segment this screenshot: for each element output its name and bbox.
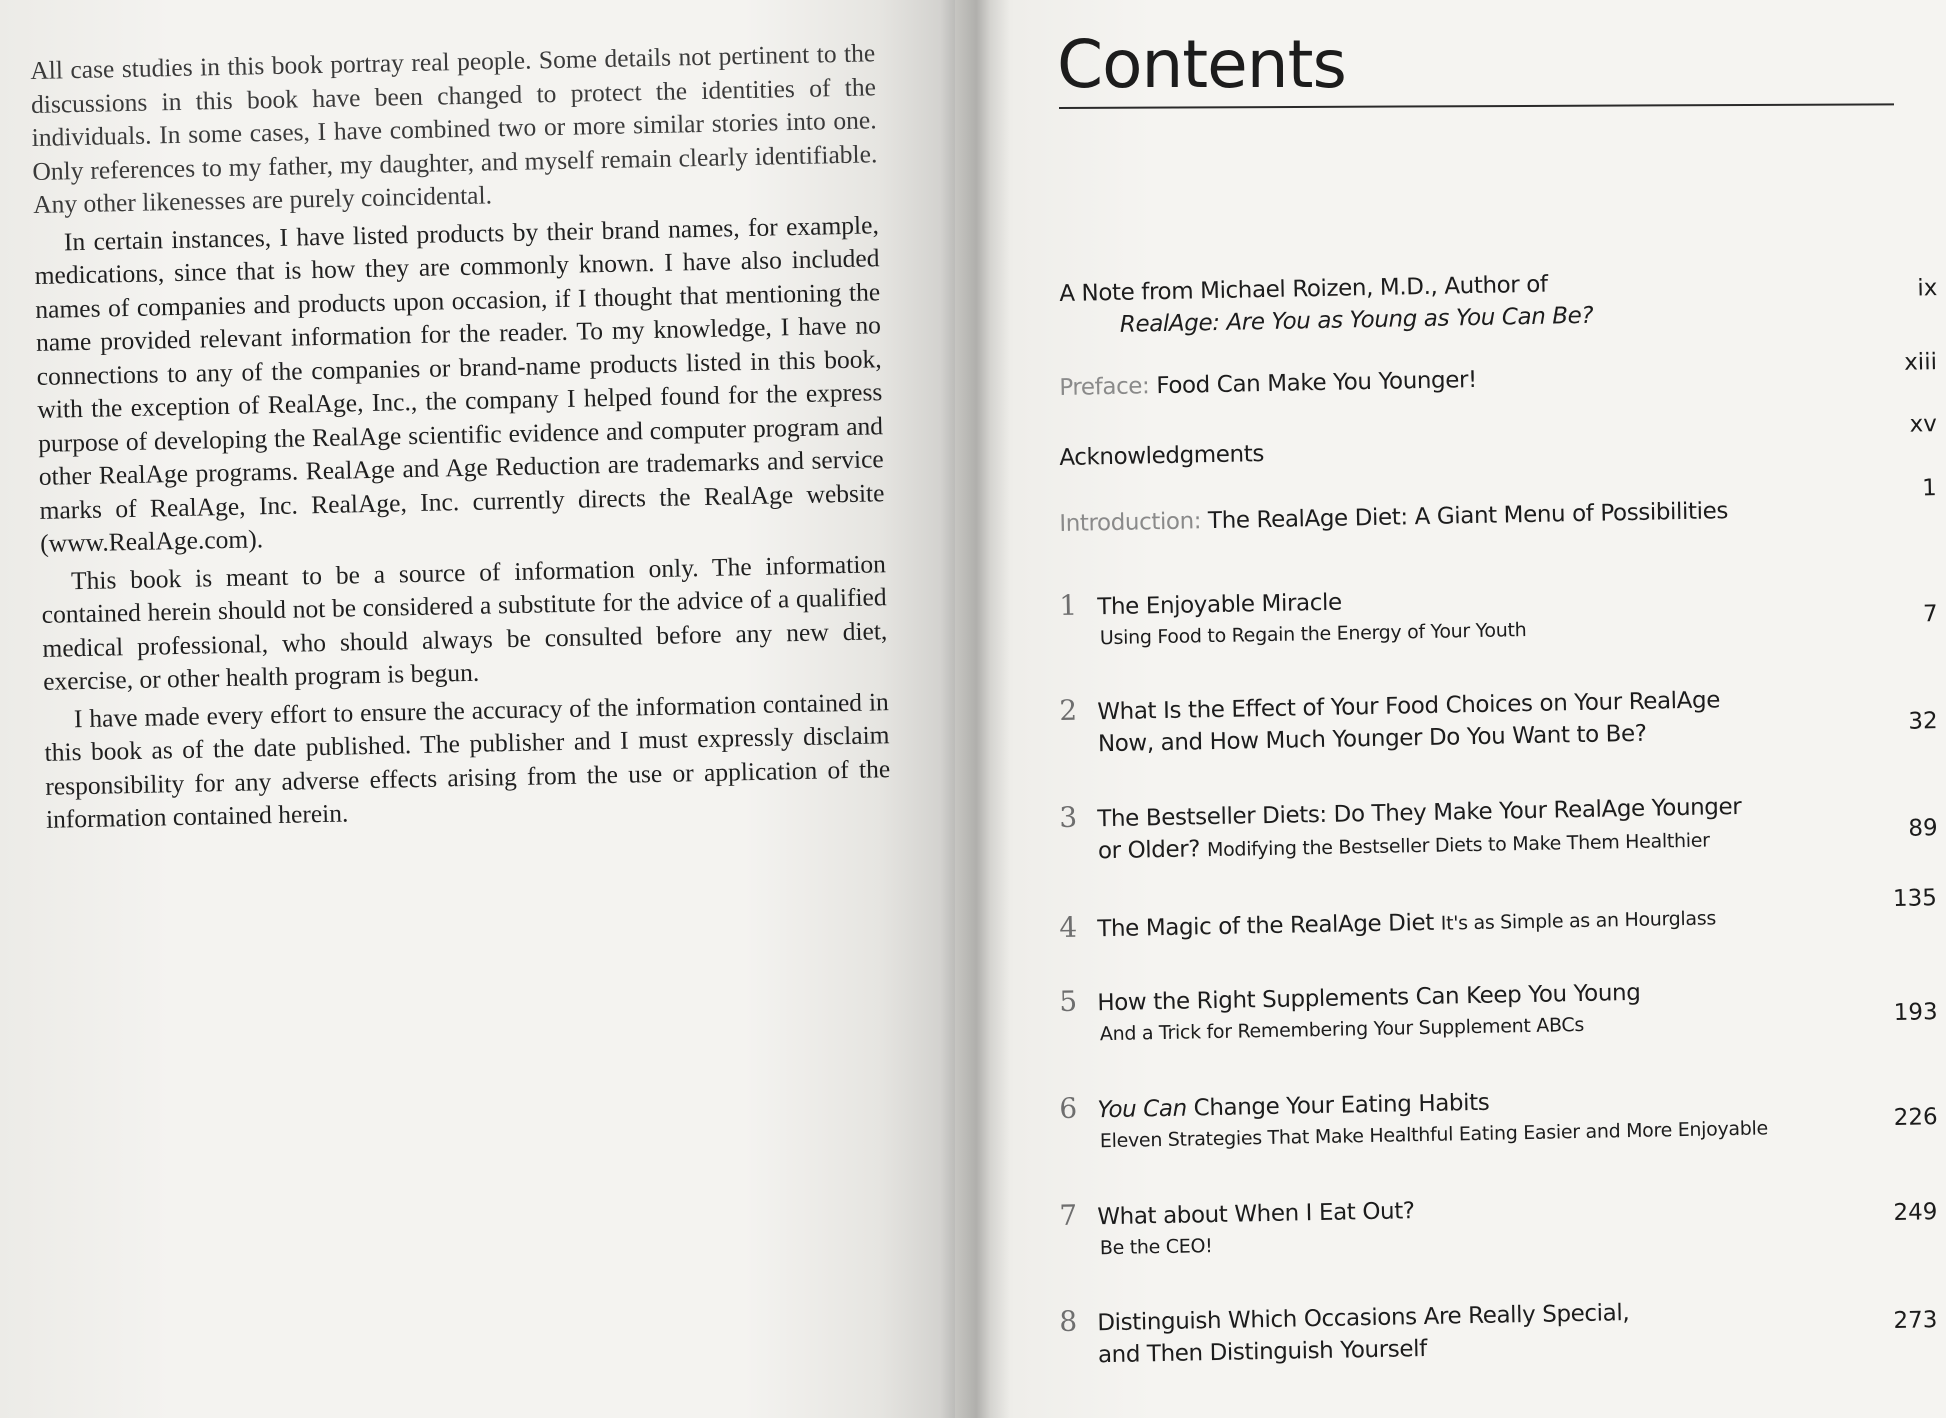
chapter-subtitle: Eleven Strategies That Make Healthful Eating Easier and More Enjoyable (1099, 1117, 1769, 1153)
toc-chapter-6[interactable] (1059, 1076, 1938, 1157)
toc-page-number: 135 (1892, 885, 1938, 912)
chapter-title-continued: and Then Distinguish Yourself (1097, 1335, 1428, 1369)
toc-chapter-3[interactable] (1059, 785, 1938, 869)
chapter-title: The Magic of the RealAge Diet (1097, 909, 1435, 943)
chapter-title: The Enjoyable Miracle (1097, 589, 1342, 621)
toc-chapter-1[interactable] (1059, 573, 1938, 654)
chapter-number: 7 (1058, 1198, 1078, 1232)
chapter-subtitle: And a Trick for Remembering Your Supplement ABCs (1099, 1013, 1585, 1046)
chapter-subtitle: Modifying the Bestseller Diets to Make Them Healthier (1206, 829, 1710, 862)
chapter-number: 1 (1058, 588, 1078, 622)
toc-page-number: 32 (1908, 708, 1938, 735)
toc-chapter-5[interactable] (1059, 969, 1938, 1050)
book-gutter-shadow (940, 0, 1010, 1418)
chapter-number: 6 (1058, 1091, 1078, 1125)
copyright-disclaimer (30, 36, 891, 836)
chapter-title-emphasis: You Can (1097, 1095, 1187, 1124)
toc-entry-subtitle: Food Can Make You Younger! (1156, 366, 1478, 400)
title-divider (1059, 103, 1894, 109)
disclaimer-paragraph: This book is meant to be a source of information only. The information contained herein should not be considered a substitute for the advice of a qualified medical professional, who should always be consulted before any new diet, exercise, or other health program is begun. (41, 548, 888, 696)
page-title: Contents (1057, 26, 1346, 103)
disclaimer-paragraph: I have made every effort to ensure the accuracy of the information contained in this book as of the date published. The publisher and I must expressly disclaim responsibility for any adverse effects arising from the use or application of the information contained herein. (44, 686, 891, 834)
toc-entry-label: Introduction: (1059, 508, 1202, 537)
disclaimer-paragraph: In certain instances, I have listed products by their brand names, for example, medications, since that is how they are commonly known. I have also included names of companies and products upon occasion, if I thought that mentioning the name provided relevant information for the reader. To my knowledge, I have no connections to any of the companies or brand-name products listed in this book, with the exception of RealAge, Inc., the company I helped found for the express purpose of developing the RealAge scientific evidence and computer program and other RealAge programs. RealAge and Age Reduction are trademarks and service marks of RealAge, Inc. RealAge, Inc. currently directs the RealAge website (www.RealAge.com). (34, 209, 885, 558)
toc-page-number: 273 (1893, 1307, 1938, 1334)
chapter-number: 2 (1058, 693, 1078, 727)
toc-page-number: 7 (1922, 601, 1938, 628)
toc-entry-label: Preface: (1059, 373, 1150, 401)
toc-chapter-7[interactable] (1059, 1183, 1938, 1264)
toc-entry-acknowledgments[interactable] (1059, 411, 1938, 474)
chapter-number: 8 (1058, 1304, 1078, 1338)
chapter-title: What about When I Eat Out? (1097, 1198, 1415, 1231)
toc-entry-preface[interactable] (1059, 349, 1938, 404)
toc-page-number: ix (1917, 275, 1938, 302)
toc-chapter-2[interactable] (1059, 678, 1938, 761)
chapter-subtitle: It's as Simple as an Hourglass (1440, 907, 1717, 935)
toc-page-number: 249 (1893, 1199, 1938, 1226)
toc-chapter-4[interactable] (1058, 885, 1938, 947)
right-page (955, 0, 1946, 1418)
chapter-number: 3 (1058, 800, 1078, 834)
chapter-number: 4 (1058, 910, 1078, 944)
toc-page-number: xv (1909, 411, 1938, 438)
chapter-subtitle: Using Food to Regain the Energy of Your Youth (1099, 619, 1527, 650)
toc-entry-subtitle: RealAge: Are You as Young as You Can Be? (1119, 302, 1594, 338)
chapter-title: Distinguish Which Occasions Are Really Special, (1097, 1300, 1630, 1337)
toc-entry-label: Acknowledgments (1059, 441, 1265, 471)
left-page (0, 0, 955, 1418)
chapter-title-continued: Now, and How Much Younger Do You Want to Be? (1097, 720, 1647, 758)
toc-page-number: xiii (1903, 349, 1938, 376)
toc-entry-introduction[interactable] (1059, 475, 1938, 540)
toc-page-number: 226 (1893, 1104, 1938, 1131)
chapter-title: The Bestseller Diets: Do They Make Your RealAge Younger (1097, 793, 1742, 833)
chapter-title: Change Your Eating Habits (1193, 1089, 1490, 1122)
toc-page-number: 89 (1908, 815, 1938, 842)
disclaimer-paragraph: All case studies in this book portray real people. Some details not pertinent to the discussions in this book have been changed to protect the identities of the individuals. In some cases, I have combined two or more similar stories into one. Only references to my father, my daughter, and myself remain clearly identifiable. Any other likenesses are purely coincidental. (30, 38, 878, 219)
chapter-title: How the Right Supplements Can Keep You Young (1097, 979, 1641, 1017)
toc-entry-label: A Note from Michael Roizen, M.D., Author of (1059, 271, 1548, 307)
chapter-subtitle: Be the CEO! (1099, 1235, 1213, 1260)
chapter-number: 5 (1058, 984, 1078, 1018)
toc-page-number: 193 (1893, 999, 1938, 1026)
toc-page-number: 1 (1921, 475, 1938, 502)
toc-chapter-8[interactable] (1059, 1289, 1938, 1372)
chapter-title-continued: or Older? (1097, 836, 1201, 865)
chapter-title: What Is the Effect of Your Food Choices on Your RealAge (1097, 687, 1721, 726)
toc-entry-subtitle: The RealAge Diet: A Giant Menu of Possibilities (1207, 498, 1729, 535)
toc-entry-note[interactable] (1059, 261, 1938, 342)
